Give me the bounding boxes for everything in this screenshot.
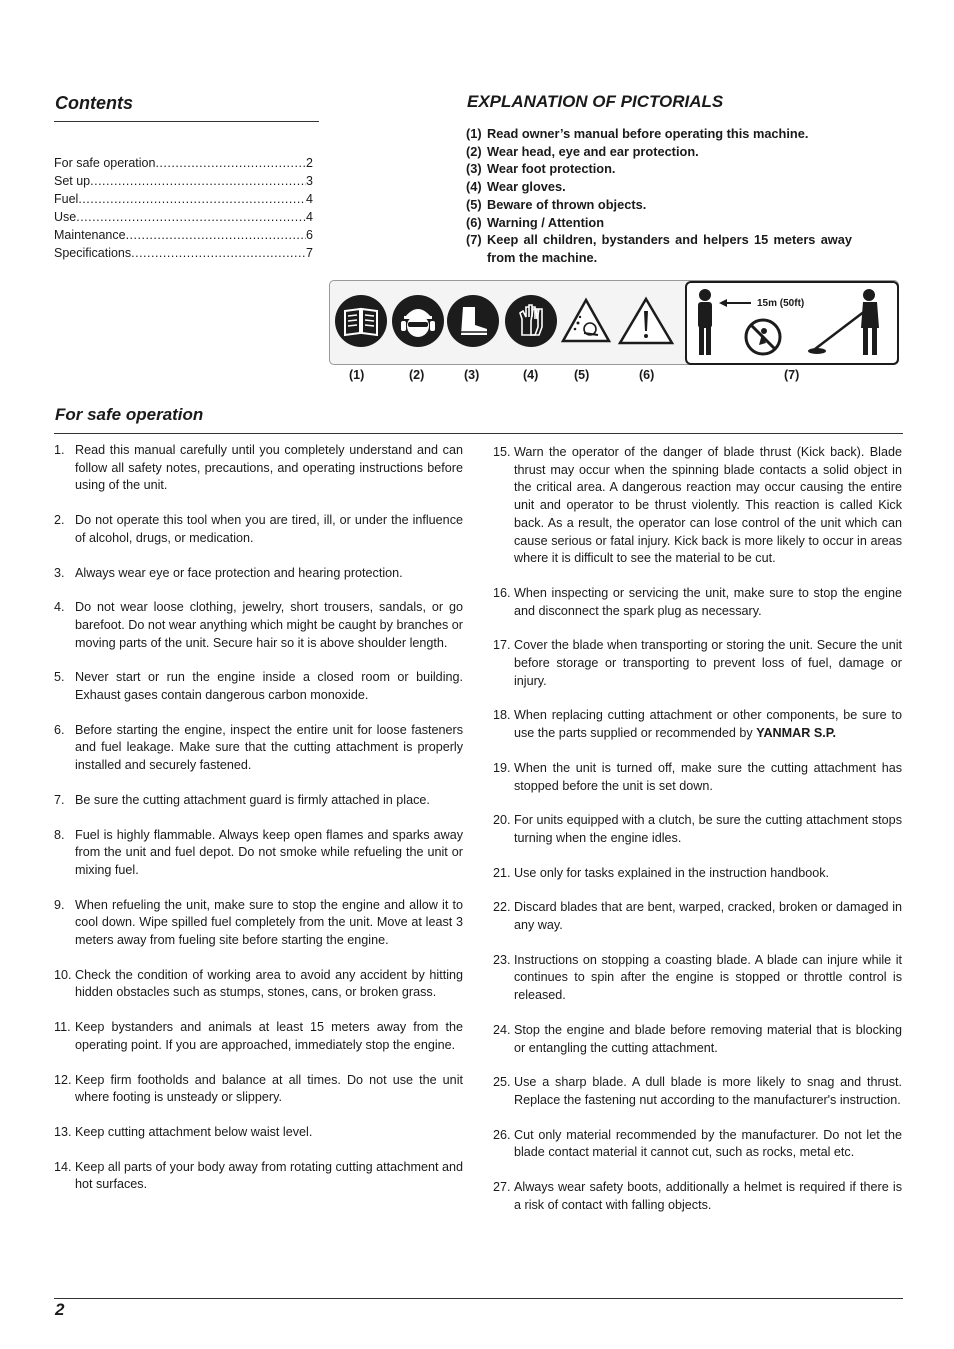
pictorial-number: (7) bbox=[466, 232, 482, 248]
item-text: Fuel is highly flammable. Always keep open flames and sparks away from the unit and fuel depot. Do not smoke while refueling the unit or mixing fuel. bbox=[75, 827, 463, 877]
item-number: 8. bbox=[54, 827, 65, 842]
pictorials-title: EXPLANATION OF PICTORIALS bbox=[467, 92, 724, 111]
item-text: Keep firm footholds and balance at all times. Do not use the unit where footing is unsteady or slippery. bbox=[75, 1072, 463, 1105]
item-text: Instructions on stopping a coasting blade. A blade can injure while it continues to spin after the engine is stopped or throttle control is released. bbox=[514, 952, 902, 1003]
safety-list-left bbox=[54, 442, 463, 1194]
toc-leader-dots bbox=[126, 226, 306, 244]
list-item bbox=[493, 1022, 902, 1057]
pictorial-number: (1) bbox=[466, 126, 482, 141]
toc-leader-dots bbox=[78, 190, 306, 208]
list-item bbox=[54, 1159, 463, 1194]
item-text: Never start or run the engine inside a closed room or building. Exhaust gases contain dangerous carbon monoxide. bbox=[75, 670, 463, 703]
list-item bbox=[493, 1179, 902, 1214]
item-number: 14. bbox=[54, 1159, 72, 1174]
head-eye-ear-protection-icon bbox=[392, 295, 444, 347]
item-text: Check the condition of working area to avoid any accident by hitting hidden obstacles such as stumps, stones, cans, or broken grass. bbox=[75, 967, 463, 1000]
item-number: 15. bbox=[493, 445, 511, 459]
list-item bbox=[493, 952, 902, 1005]
list-item bbox=[493, 865, 902, 883]
list-item bbox=[54, 1124, 463, 1142]
pictorial-number: (5) bbox=[466, 196, 482, 212]
list-item bbox=[54, 669, 463, 704]
toc-entry[interactable] bbox=[54, 154, 313, 172]
toc-entry-label: Use bbox=[54, 210, 77, 224]
toc-entry-label: Set up bbox=[54, 174, 91, 188]
pictorial-text: Read owner’s manual before operating this machine. bbox=[487, 126, 809, 141]
list-item bbox=[54, 512, 463, 547]
pictorial-text: Wear head, eye and ear protection. bbox=[487, 143, 699, 159]
toc-entry[interactable] bbox=[54, 244, 313, 262]
toc-entry-label: Maintenance bbox=[54, 228, 126, 242]
item-number: 24. bbox=[493, 1022, 511, 1037]
pictogram-label: (3) bbox=[464, 368, 480, 382]
list-item bbox=[493, 444, 902, 568]
item-number: 10. bbox=[54, 967, 72, 982]
list-item bbox=[54, 792, 463, 810]
list-item bbox=[54, 442, 463, 495]
toc-entry-page: 6 bbox=[306, 228, 313, 242]
pictogram-label: (5) bbox=[574, 368, 590, 382]
item-text: Always wear safety boots, additionally a helmet is required if there is a risk of contact with falling objects. bbox=[514, 1180, 902, 1212]
item-number: 18. bbox=[493, 708, 511, 723]
safety-boot-icon bbox=[447, 295, 499, 347]
pictorial-number: (2) bbox=[466, 143, 482, 159]
item-text: When inspecting or servicing the unit, make sure to stop the engine and disconnect the spark plug as necessary. bbox=[514, 585, 902, 618]
pictorial-item bbox=[466, 231, 852, 266]
toc-leader-dots bbox=[76, 208, 306, 226]
table-of-contents bbox=[54, 154, 313, 262]
toc-entry[interactable] bbox=[54, 172, 313, 190]
pictorial-item bbox=[466, 214, 852, 232]
item-text: Do not wear loose clothing, jewelry, short trousers, sandals, or go barefoot. Do not wear anything which might be caught by branches or moving parts of the unit. Secure hair so it is above shoulder length. bbox=[75, 600, 463, 650]
item-number: 21. bbox=[493, 865, 511, 880]
contents-divider bbox=[54, 121, 319, 122]
list-item bbox=[493, 760, 902, 795]
list-item bbox=[54, 897, 463, 950]
safety-list-right bbox=[493, 444, 902, 1215]
list-item bbox=[54, 599, 463, 652]
item-text bbox=[514, 707, 902, 742]
item-number: 16. bbox=[493, 585, 511, 600]
item-text: Stop the engine and blade before removing material that is blocking or entangling the cutting attachment. bbox=[514, 1022, 902, 1055]
list-item bbox=[54, 1072, 463, 1107]
item-number: 13. bbox=[54, 1124, 72, 1139]
toc-entry-page: 7 bbox=[306, 246, 313, 260]
item-text-body: When replacing cutting attachment or other components, be sure to use the parts supplied or recommended by bbox=[514, 708, 902, 741]
list-item bbox=[54, 565, 463, 583]
pictogram-label: (4) bbox=[523, 368, 539, 382]
toc-entry-label: Specifications bbox=[54, 246, 132, 260]
toc-entry-label: For safe operation bbox=[54, 156, 156, 170]
toc-entry[interactable] bbox=[54, 208, 313, 226]
toc-entry-page: 3 bbox=[306, 174, 313, 188]
list-item bbox=[493, 707, 902, 742]
pictorial-text: Keep all children, bystanders and helpers 15 meters away from the machine. bbox=[487, 232, 852, 265]
item-text: For units equipped with a clutch, be sure the cutting attachment stops turning when the engine idles. bbox=[514, 813, 902, 845]
pictorials-list bbox=[466, 125, 852, 267]
warning-triangle-icon bbox=[617, 295, 669, 347]
item-text: Use a sharp blade. A dull blade is more likely to snag and thrust. Replace the fastening nut according to the manufacturer's instruction. bbox=[514, 1075, 902, 1107]
toc-entry-page: 4 bbox=[306, 192, 313, 206]
page-number: 2 bbox=[55, 1300, 65, 1319]
item-text: Discard blades that are bent, warped, cracked, broken or damaged in any way. bbox=[514, 900, 902, 933]
manual-book-icon bbox=[335, 295, 387, 347]
item-number: 12. bbox=[54, 1072, 72, 1087]
item-number: 26. bbox=[493, 1127, 511, 1142]
item-number: 23. bbox=[493, 952, 511, 967]
item-text: Be sure the cutting attachment guard is firmly attached in place. bbox=[75, 792, 430, 807]
toc-leader-dots bbox=[131, 244, 306, 262]
pictogram-label: (1) bbox=[349, 368, 365, 382]
item-number: 22. bbox=[493, 900, 511, 915]
list-item bbox=[54, 967, 463, 1002]
item-text: Before starting the engine, inspect the entire unit for loose fasteners and fuel leakage. Make sure that the cutting attachment is properly installed and securely fastened. bbox=[75, 722, 463, 773]
section-title: For safe operation bbox=[55, 405, 204, 424]
pictorial-number: (4) bbox=[466, 179, 482, 195]
section-divider bbox=[54, 433, 903, 434]
item-text: Read this manual carefully until you completely understand and can follow all safety notes, precautions, and operating instructions before using of the unit. bbox=[75, 443, 463, 493]
toc-entry-label: Fuel bbox=[54, 192, 79, 206]
item-text: Warn the operator of the danger of blade thrust (Kick back). Blade thrust may occur when the spinning blade contacts a solid object in the critical area. A dangerous reaction may occur causing the entire unit and operator to be thrust violently. This reaction is called Kick back. As a result, the operator can lose control of the unit which can cause serious or fatal injury. Kick back is more likely to occur in areas where it is difficult to see the material to be cut. bbox=[514, 445, 902, 566]
toc-entry[interactable] bbox=[54, 226, 313, 244]
item-number: 25. bbox=[493, 1075, 511, 1090]
keep-bystanders-away-icon bbox=[685, 281, 899, 365]
item-text: Do not operate this tool when you are tired, ill, or under the influence of alcohol, drugs, or medication. bbox=[75, 513, 463, 545]
toc-leader-dots bbox=[90, 172, 306, 190]
pictogram-strip bbox=[329, 280, 899, 365]
toc-entry-page: 4 bbox=[306, 210, 313, 224]
toc-entry-page: 2 bbox=[306, 156, 313, 170]
toc-leader-dots bbox=[155, 154, 306, 172]
item-number: 6. bbox=[54, 722, 65, 737]
list-item bbox=[54, 1019, 463, 1054]
item-text: When the unit is turned off, make sure the cutting attachment has stopped before the unit is set down. bbox=[514, 760, 902, 793]
pictorial-item bbox=[466, 196, 852, 214]
item-number: 27. bbox=[493, 1180, 511, 1195]
list-item bbox=[493, 637, 902, 690]
pictorial-item bbox=[466, 178, 852, 196]
list-item bbox=[493, 899, 902, 934]
brand-name: YANMAR S.P. bbox=[756, 726, 837, 741]
item-number: 5. bbox=[54, 670, 65, 685]
item-text: Keep cutting attachment below waist level. bbox=[75, 1124, 313, 1139]
item-number: 1. bbox=[54, 443, 65, 457]
item-number: 17. bbox=[493, 638, 511, 653]
list-item bbox=[493, 1074, 902, 1109]
pictorial-item bbox=[466, 143, 852, 161]
pictorial-text: Beware of thrown objects. bbox=[487, 196, 647, 212]
item-number: 11. bbox=[54, 1020, 71, 1035]
pictorial-number: (3) bbox=[466, 161, 482, 177]
pictorial-number: (6) bbox=[466, 214, 482, 230]
list-item bbox=[493, 585, 902, 620]
distance-label: 15m (50ft) bbox=[757, 298, 805, 309]
thrown-objects-warning-icon bbox=[560, 295, 612, 347]
list-item bbox=[54, 827, 463, 880]
item-text: Keep all parts of your body away from rotating cutting attachment and hot surfaces. bbox=[75, 1159, 463, 1192]
item-number: 20. bbox=[493, 813, 511, 828]
item-number: 9. bbox=[54, 897, 65, 912]
glove-icon bbox=[505, 295, 557, 347]
pictogram-label: (7) bbox=[784, 368, 800, 382]
pictorial-text: Wear gloves. bbox=[487, 179, 566, 195]
item-text: Keep bystanders and animals at least 15 meters away from the operating point. If you are approached, immediately stop the engine. bbox=[75, 1020, 463, 1052]
pictogram-label: (2) bbox=[409, 368, 425, 382]
item-number: 19. bbox=[493, 760, 511, 775]
item-number: 2. bbox=[54, 513, 65, 528]
footer-divider bbox=[54, 1298, 903, 1299]
item-number: 4. bbox=[54, 600, 65, 615]
item-text: Cover the blade when transporting or storing the unit. Secure the unit before storage or transporting to prevent loss of fuel, damage or injury. bbox=[514, 638, 902, 688]
toc-entry[interactable] bbox=[54, 190, 313, 208]
item-text: Use only for tasks explained in the instruction handbook. bbox=[514, 865, 830, 880]
item-text: Always wear eye or face protection and hearing protection. bbox=[75, 565, 403, 580]
list-item bbox=[54, 722, 463, 775]
pictorial-text: Warning / Attention bbox=[487, 214, 605, 230]
item-text: Cut only material recommended by the manufacturer. Do not let the blade contact material it cannot cut, such as rocks, metal etc. bbox=[514, 1127, 902, 1160]
pictorial-item bbox=[466, 160, 852, 178]
item-number: 7. bbox=[54, 792, 65, 807]
pictorial-text: Wear foot protection. bbox=[487, 161, 616, 177]
item-text: When refueling the unit, make sure to stop the engine and allow it to cool down. Wipe spilled fuel completely from the unit. Move at least 3 meters away from fueling site before starting the engine. bbox=[75, 897, 463, 948]
list-item bbox=[493, 1127, 902, 1162]
list-item bbox=[493, 812, 902, 847]
pictogram-label: (6) bbox=[639, 368, 655, 382]
contents-title: Contents bbox=[55, 93, 133, 113]
item-number: 3. bbox=[54, 565, 65, 580]
pictorial-item bbox=[466, 125, 852, 143]
